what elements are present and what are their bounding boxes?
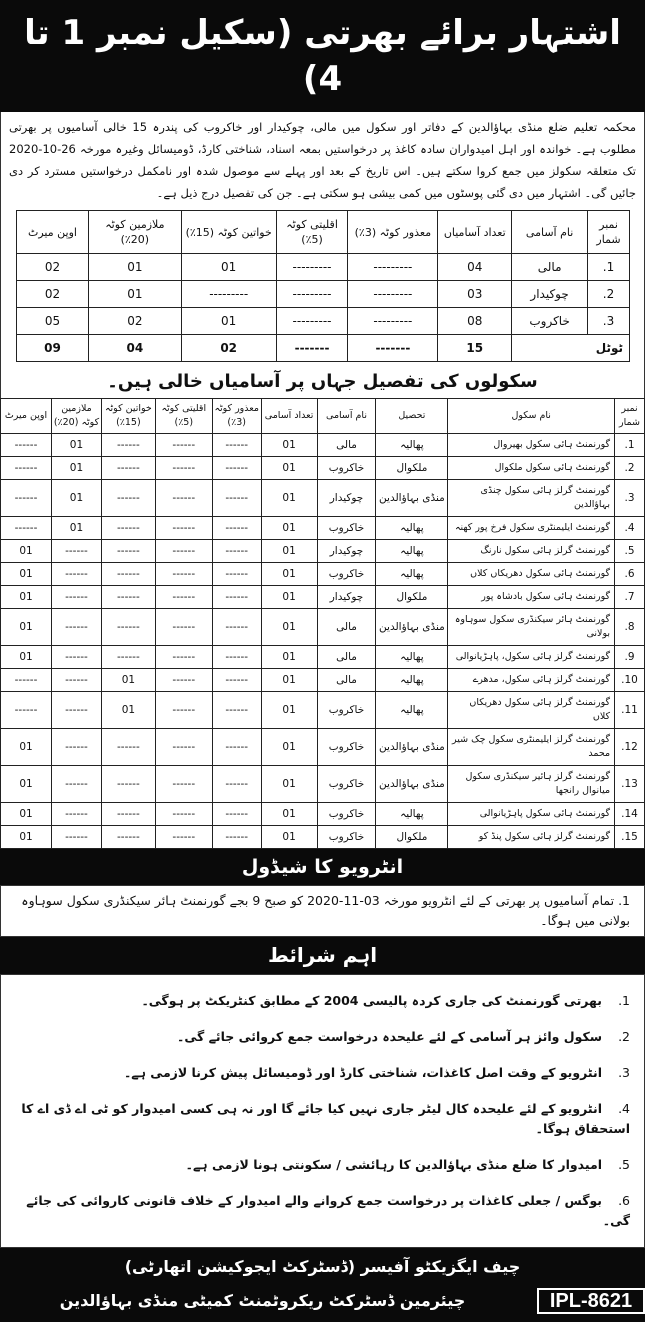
column-header: اقلیتی کوٹہ (5٪) [276, 211, 348, 254]
table-cell: --------- [348, 281, 438, 308]
table-cell: ------ [212, 729, 261, 766]
table-cell: خاکروب [512, 308, 588, 335]
table-cell: ------ [155, 540, 212, 563]
table-cell: 02 [17, 254, 89, 281]
table-cell: پھالیہ [376, 692, 448, 729]
table-cell: 01 [1, 563, 52, 586]
table-cell: ------ [212, 517, 261, 540]
table-cell: مالی [317, 434, 376, 457]
table-cell: 01 [1, 540, 52, 563]
table-cell: ------ [212, 692, 261, 729]
table-cell: ملکوال [376, 826, 448, 849]
table-cell: 2. [588, 281, 630, 308]
schools-table [0, 398, 645, 849]
table-cell: 01 [261, 669, 317, 692]
column-header: نام آسامی [317, 399, 376, 434]
condition-item [9, 1055, 630, 1091]
column-header: ملازمین کوٹہ (20٪) [88, 211, 181, 254]
table-cell: 4. [615, 517, 645, 540]
column-header: نمبر شمار [588, 211, 630, 254]
condition-item [9, 1091, 630, 1147]
footer [0, 1248, 645, 1322]
column-header: نام سکول [448, 399, 615, 434]
table-cell: ------ [155, 803, 212, 826]
table-cell: مالی [317, 609, 376, 646]
table-cell: 15. [615, 826, 645, 849]
table-cell: ------ [52, 646, 102, 669]
table-row [1, 540, 645, 563]
table-cell: ------ [101, 517, 155, 540]
table-cell: چوکیدار [512, 281, 588, 308]
table-cell: ------ [52, 669, 102, 692]
table-cell: ------ [1, 669, 52, 692]
table-cell: منڈی بہاؤالدین [376, 480, 448, 517]
table-cell: ------ [52, 540, 102, 563]
table-cell: ------ [101, 540, 155, 563]
table-cell: ------ [155, 480, 212, 517]
table-cell: --------- [276, 254, 348, 281]
table-cell: مالی [317, 669, 376, 692]
table-cell: ------ [1, 480, 52, 517]
table-cell: ------ [212, 540, 261, 563]
table-cell: 12. [615, 729, 645, 766]
table-cell: ------ [52, 586, 102, 609]
table-cell: ------ [1, 457, 52, 480]
table-cell: پھالیہ [376, 434, 448, 457]
table-cell: 01 [261, 729, 317, 766]
condition-text: انٹرویو کے لئے علیحدہ کال لیٹر جاری نہیں کیا جائے گا اور نہ ہی کسی امیدوار کو ٹی اے ڈی اے کا استحقاق ہوگا۔ [21, 1101, 630, 1136]
condition-text: بھرتی گورنمنٹ کی جاری کردہ پالیسی 2004 کے مطابق کنٹریکٹ پر ہوگی۔ [141, 993, 602, 1008]
table-cell: 01 [88, 281, 181, 308]
table-cell: 01 [52, 434, 102, 457]
interview-schedule-item: 1. تمام آسامیوں پر بھرتی کے لئے انٹرویو مورخہ 03-11-2020 کو صبح 9 بجے گورنمنٹ ہائر سیکنڈری سکول سوہاوہ بولانی میں ہوگا۔ [0, 885, 645, 937]
table-cell: خاکروب [317, 826, 376, 849]
table-cell: پھالیہ [376, 803, 448, 826]
table-cell: 01 [101, 692, 155, 729]
table-cell: ------ [101, 586, 155, 609]
table-cell: ------ [155, 826, 212, 849]
condition-number: 2. [618, 1029, 630, 1044]
table-cell: 01 [101, 669, 155, 692]
table-cell: 14. [615, 803, 645, 826]
school-name: گورنمنٹ گرلز ہائی سکول پنڈ کو [448, 826, 615, 849]
table-cell: ------ [101, 803, 155, 826]
table-row [1, 609, 645, 646]
condition-item [9, 983, 630, 1019]
table-cell: 01 [1, 609, 52, 646]
condition-number: 5. [618, 1157, 630, 1172]
table-cell: ------ [212, 457, 261, 480]
school-name: گورنمنٹ ہائی سکول بادشاہ پور [448, 586, 615, 609]
table-cell: خاکروب [317, 803, 376, 826]
posts-summary-table [16, 210, 630, 362]
table-cell: ------ [52, 729, 102, 766]
table-cell: 01 [1, 826, 52, 849]
table-cell: ------ [212, 586, 261, 609]
school-name: گورنمنٹ ہائی سکول دھریکاں کلاں [448, 563, 615, 586]
table-cell: ------ [52, 803, 102, 826]
condition-item [9, 1147, 630, 1183]
table-cell: ------ [212, 563, 261, 586]
total-cell: ------- [276, 335, 348, 362]
table-cell: 01 [52, 517, 102, 540]
total-cell: 15 [438, 335, 512, 362]
table-cell: ------ [52, 609, 102, 646]
column-header: تعداد آسامیاں [438, 211, 512, 254]
table-cell: 01 [261, 540, 317, 563]
table-cell: چوکیدار [317, 480, 376, 517]
table-cell: ------ [1, 434, 52, 457]
condition-number: 4. [618, 1101, 630, 1116]
table-cell: ------ [155, 457, 212, 480]
table-cell: مالی [317, 646, 376, 669]
table-cell: ------ [155, 646, 212, 669]
table-cell: ------ [155, 766, 212, 803]
table-cell: 01 [181, 254, 276, 281]
table-cell: 01 [1, 646, 52, 669]
column-header: معذور کوٹہ (3٪) [212, 399, 261, 434]
condition-text: امیدوار کا ضلع منڈی بہاؤالدین کا رہائشی / سکونتی ہونا لازمی ہے۔ [185, 1157, 602, 1172]
table-cell: ------ [155, 563, 212, 586]
posts-summary-section [0, 210, 645, 366]
table-cell: 8. [615, 609, 645, 646]
table-cell: ------ [101, 434, 155, 457]
school-name: گورنمنٹ گرلز ہائیر سیکنڈری سکول میانوال رانجھا [448, 766, 615, 803]
table-row [1, 480, 645, 517]
table-cell: 13. [615, 766, 645, 803]
table-cell: ------ [155, 729, 212, 766]
table-cell: ------ [101, 480, 155, 517]
intro-paragraph: محکمہ تعلیم ضلع منڈی بہاؤالدین کے دفاتر اور سکول میں مالی، چوکیدار اور خاکروب کی پندرہ 15 خالی آسامیوں پر بھرتی مطلوب ہے۔ خواندہ اور اہل امیدواران سادہ کاغذ پر درخواستیں بمعہ اسناد، شناختی کارڈ، ڈومیسائل وغیرہ مورخہ 26-10-2020 تک متعلقہ سکولز میں جمع کروا سکتے ہیں۔ اس تاریخ کے بعد اور پہلے سے موصول شدہ اور نامکمل درخواستیں مسترد کر دی جائیں گی۔ اشتہار میں دی گئی پوسٹوں میں کمی بیشی ہو سکتی ہے۔ جن کی تفصیل درج ذیل ہے۔ [0, 112, 645, 210]
table-cell: ------ [155, 609, 212, 646]
table-row [1, 646, 645, 669]
table-cell: ------ [101, 563, 155, 586]
table-cell: ------ [212, 669, 261, 692]
table-row [1, 517, 645, 540]
table-cell: چوکیدار [317, 540, 376, 563]
table-row [1, 803, 645, 826]
table-cell: 01 [52, 480, 102, 517]
table-cell: 01 [1, 766, 52, 803]
table-cell: چوکیدار [317, 586, 376, 609]
table-cell: ------ [101, 646, 155, 669]
column-header: معذور کوٹہ (3٪) [348, 211, 438, 254]
column-header: نام آسامی [512, 211, 588, 254]
table-cell: ------ [212, 480, 261, 517]
table-cell: 02 [17, 281, 89, 308]
table-cell: 11. [615, 692, 645, 729]
table-cell: 05 [17, 308, 89, 335]
total-label: ٹوٹل [512, 335, 630, 362]
table-cell: 01 [261, 457, 317, 480]
school-name: گورنمنٹ گرلز ہائی سکول، پاہڑیانوالی [448, 646, 615, 669]
school-name: گورنمنٹ گرلز ہائی سکول نارنگ [448, 540, 615, 563]
table-cell: پھالیہ [376, 517, 448, 540]
table-cell: پھالیہ [376, 669, 448, 692]
table-cell: ------ [52, 692, 102, 729]
total-cell: 09 [17, 335, 89, 362]
table-cell: 02 [88, 308, 181, 335]
table-cell: ------ [155, 669, 212, 692]
table-cell: 01 [261, 480, 317, 517]
table-cell: 01 [261, 586, 317, 609]
table-row [1, 457, 645, 480]
school-name: گورنمنٹ ایلیمنٹری سکول فرخ پور کھنہ [448, 517, 615, 540]
ipl-code: IPL-8621 [537, 1288, 645, 1314]
table-cell: --------- [348, 308, 438, 335]
table-row [1, 766, 645, 803]
table-cell: 01 [1, 729, 52, 766]
column-header: اقلیتی کوٹہ (5٪) [155, 399, 212, 434]
table-cell: --------- [181, 281, 276, 308]
table-cell: --------- [276, 281, 348, 308]
table-cell: منڈی بہاؤالدین [376, 729, 448, 766]
table-cell: خاکروب [317, 563, 376, 586]
table-cell: 01 [261, 517, 317, 540]
table-cell: 01 [261, 826, 317, 849]
table-cell: خاکروب [317, 457, 376, 480]
table-cell: 01 [1, 586, 52, 609]
table-cell: 01 [1, 803, 52, 826]
table-cell: 01 [261, 563, 317, 586]
table-row [17, 254, 630, 281]
table-row [1, 729, 645, 766]
table-cell: 01 [261, 609, 317, 646]
condition-text: سکول وائز ہر آسامی کے لئے علیحدہ درخواست جمع کروائی جائے گی۔ [177, 1029, 602, 1044]
column-header: تعداد آسامی [261, 399, 317, 434]
school-name: گورنمنٹ ہائی سکول بھیروال [448, 434, 615, 457]
table-cell: 10. [615, 669, 645, 692]
table-cell: ------ [212, 609, 261, 646]
table-row [17, 308, 630, 335]
conditions-list [0, 974, 645, 1248]
table-cell: ------ [212, 826, 261, 849]
table-cell: ------ [101, 457, 155, 480]
conditions-heading: اہم شرائط [0, 937, 645, 974]
table-cell: ------ [212, 766, 261, 803]
school-name: گورنمنٹ ہائی سکول پاہڑیانوالی [448, 803, 615, 826]
table-cell: ------ [155, 517, 212, 540]
table-cell: ------ [101, 609, 155, 646]
table-cell: ------ [101, 729, 155, 766]
column-header: ملازمین کوٹہ (20٪) [52, 399, 102, 434]
table-cell: ------ [212, 803, 261, 826]
condition-item [9, 1183, 630, 1239]
table-cell: ------ [212, 646, 261, 669]
column-header: اوپن میرٹ [1, 399, 52, 434]
signatory-title: چیف ایگزیکٹو آفیسر (ڈسٹرکٹ ایجوکیشن اتھارٹی) [124, 1257, 521, 1276]
table-cell: پھالیہ [376, 563, 448, 586]
table-cell: منڈی بہاؤالدین [376, 766, 448, 803]
table-cell: ------ [101, 766, 155, 803]
table-cell: ملکوال [376, 586, 448, 609]
table-cell: 9. [615, 646, 645, 669]
table-cell: منڈی بہاؤالدین [376, 609, 448, 646]
table-cell: 01 [261, 692, 317, 729]
table-cell: 01 [261, 803, 317, 826]
table-cell: خاکروب [317, 692, 376, 729]
table-cell: خاکروب [317, 729, 376, 766]
table-cell: --------- [276, 308, 348, 335]
school-name: گورنمنٹ ہائر سیکنڈری سکول سوہاوہ بولانی [448, 609, 615, 646]
ad-title: اشتہار برائے بھرتی (سکیل نمبر 1 تا 4) [0, 0, 645, 112]
column-header: نمبر شمار [615, 399, 645, 434]
table-row [17, 281, 630, 308]
column-header: خواتین کوٹہ (15٪) [101, 399, 155, 434]
table-cell: ------ [101, 826, 155, 849]
table-cell: خاکروب [317, 517, 376, 540]
table-row [1, 826, 645, 849]
table-cell: 5. [615, 540, 645, 563]
table-cell: 03 [438, 281, 512, 308]
table-cell: 7. [615, 586, 645, 609]
table-cell: پھالیہ [376, 646, 448, 669]
table-cell: ------ [52, 826, 102, 849]
table-cell: خاکروب [317, 766, 376, 803]
total-row [17, 335, 630, 362]
table-cell: 2. [615, 457, 645, 480]
school-name: گورنمنٹ گرلز ہائی سکول، مدھرے [448, 669, 615, 692]
table-cell: ------ [1, 517, 52, 540]
table-cell: --------- [348, 254, 438, 281]
table-cell: ------ [52, 563, 102, 586]
school-name: گورنمنٹ ہائی سکول ملکوال [448, 457, 615, 480]
school-name: گورنمنٹ گرلز ایلیمنٹری سکول چک شیر محمد [448, 729, 615, 766]
table-cell: 01 [261, 434, 317, 457]
table-row [1, 563, 645, 586]
table-cell: 3. [588, 308, 630, 335]
table-cell: پھالیہ [376, 540, 448, 563]
table-cell: ------ [155, 434, 212, 457]
table-cell: ملکوال [376, 457, 448, 480]
total-cell: 04 [88, 335, 181, 362]
interview-heading: انٹرویو کا شیڈول [0, 849, 645, 885]
table-cell: 04 [438, 254, 512, 281]
table-row [1, 434, 645, 457]
column-header: اوپن میرٹ [17, 211, 89, 254]
table-cell: 01 [261, 766, 317, 803]
table-cell: 1. [588, 254, 630, 281]
footer-bottom-row [0, 1288, 645, 1314]
school-name: گورنمنٹ گرلز ہائی سکول چنڈی بہاؤالدین [448, 480, 615, 517]
condition-number: 6. [618, 1193, 630, 1208]
table-row [1, 692, 645, 729]
column-header: تحصیل [376, 399, 448, 434]
committee-title: چیئرمین ڈسٹرکٹ ریکروٹمنٹ کمیٹی منڈی بہاؤالدین [59, 1291, 466, 1310]
column-header: خواتین کوٹہ (15٪) [181, 211, 276, 254]
table-cell: 01 [181, 308, 276, 335]
table-cell: 6. [615, 563, 645, 586]
table-cell: 08 [438, 308, 512, 335]
table-cell: ------ [212, 434, 261, 457]
table-cell: 3. [615, 480, 645, 517]
table-cell: ------ [155, 692, 212, 729]
condition-text: انٹرویو کے وقت اصل کاغذات، شناختی کارڈ اور ڈومیسائل پیش کرنا لازمی ہے۔ [123, 1065, 602, 1080]
schools-subtitle: سکولوں کی تفصیل جہاں پر آسامیاں خالی ہیں۔ [0, 366, 645, 398]
table-cell: ------ [52, 766, 102, 803]
table-cell: مالی [512, 254, 588, 281]
table-cell: 01 [88, 254, 181, 281]
condition-item [9, 1019, 630, 1055]
condition-number: 3. [618, 1065, 630, 1080]
total-cell: 02 [181, 335, 276, 362]
table-cell: 01 [261, 646, 317, 669]
table-cell: ------ [155, 586, 212, 609]
total-cell: ------- [348, 335, 438, 362]
condition-text: بوگس / جعلی کاغذات پر درخواست جمع کروانے والے امیدوار کے خلاف قانونی کاروائی کی جائے گی۔ [26, 1193, 630, 1228]
table-cell: ------ [1, 692, 52, 729]
school-name: گورنمنٹ گرلز ہائی سکول دھریکاں کلاں [448, 692, 615, 729]
table-cell: 01 [52, 457, 102, 480]
condition-number: 1. [618, 993, 630, 1008]
table-row [1, 586, 645, 609]
table-cell: 1. [615, 434, 645, 457]
table-row [1, 669, 645, 692]
